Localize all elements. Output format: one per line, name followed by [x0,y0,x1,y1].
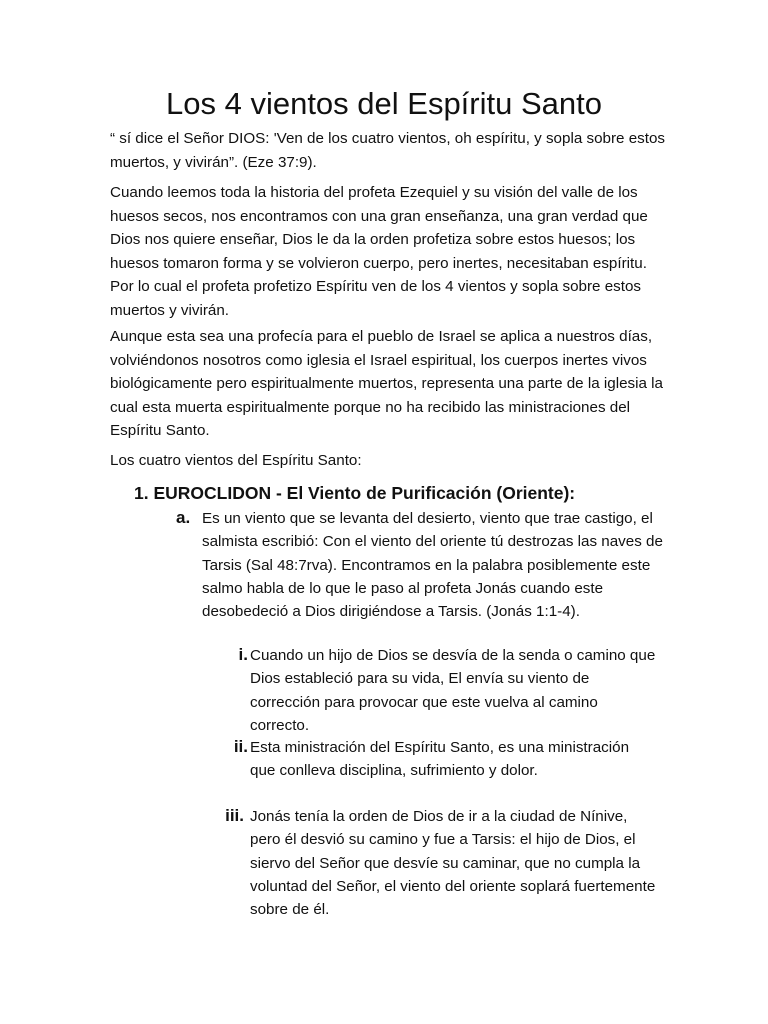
document-title: Los 4 vientos del Espíritu Santo [166,86,602,121]
sub-item-text: Cuando un hijo de Dios se desvía de la senda o camino que Dios estableció para su vida, El envía su viento de corrección para provocar que este vuelva al camino correcto. [250,647,656,734]
sub-item-ii [233,736,658,783]
sub-marker: ii. [233,737,248,756]
sub-item-text: Esta ministración del Espíritu Santo, es una ministración que conlleva disciplina, sufrimiento y dolor. [250,739,630,780]
sub-item-iii [225,805,658,921]
list-intro: Los cuatro vientos del Espíritu Santo: [110,452,362,469]
sub-item-i [238,644,658,737]
list-marker: a. [176,508,191,527]
list-item-a [176,507,666,623]
sub-item-text: Jonás tenía la orden de Dios de ir a la ciudad de Nínive, pero él desvió su camino y fue a Tarsis: el hijo de Dios, el siervo del Señor que desvíe su caminar, que no cumpla la voluntad del Señor, el viento del oriente soplará fuertemente sobre de él. [250,808,656,919]
sub-marker: iii. [225,806,244,825]
application-paragraph: Aunque esta sea una profecía para el pueblo de Israel se aplica a nuestros días, volviéndonos nosotros como iglesia el Israel espiritual, los cuerpos inertes vivos biológicamente pero espiritualmente muertos, representa una parte de la iglesia la cual esta muerta espiritualmente porque no ha recibido las ministraciones del Espíritu Santo. [110,328,663,440]
intro-paragraph: Cuando leemos toda la historia del profeta Ezequiel y su visión del valle de los huesos secos, nos encontramos con una gran enseñanza, una gran verdad que Dios nos quiere enseñar, Dios le da la orden profetiza sobre estos huesos; los huesos tomaron forma y se volvieron cuerpo, pero inertes, necesitaban espíritu. Por lo cual el profeta profetizo Espíritu ven de los 4 vientos y sopla sobre estos muertos y vivirán. [110,184,648,319]
list-item-text: Es un viento que se levanta del desierto, viento que trae castigo, el salmista escribió: Con el viento del oriente tú destrozas las naves de Tarsis (Sal 48:7rva). Encontramos en la palabra posiblemente este salmo habla de lo que le paso al profeta Jonás cuando este desobedeció a Dios dirigiéndose a Tarsis. (Jonás 1:1-4). [202,510,663,621]
scripture-quote: “ sí dice el Señor DIOS: 'Ven de los cuatro vientos, oh espíritu, y sopla sobre estos muertos, y vivirán”. (Eze 37:9). [110,130,665,171]
section-heading-euroclidon: 1. EUROCLIDON - El Viento de Purificación (Oriente): [134,483,576,503]
sub-marker: i. [238,645,248,664]
